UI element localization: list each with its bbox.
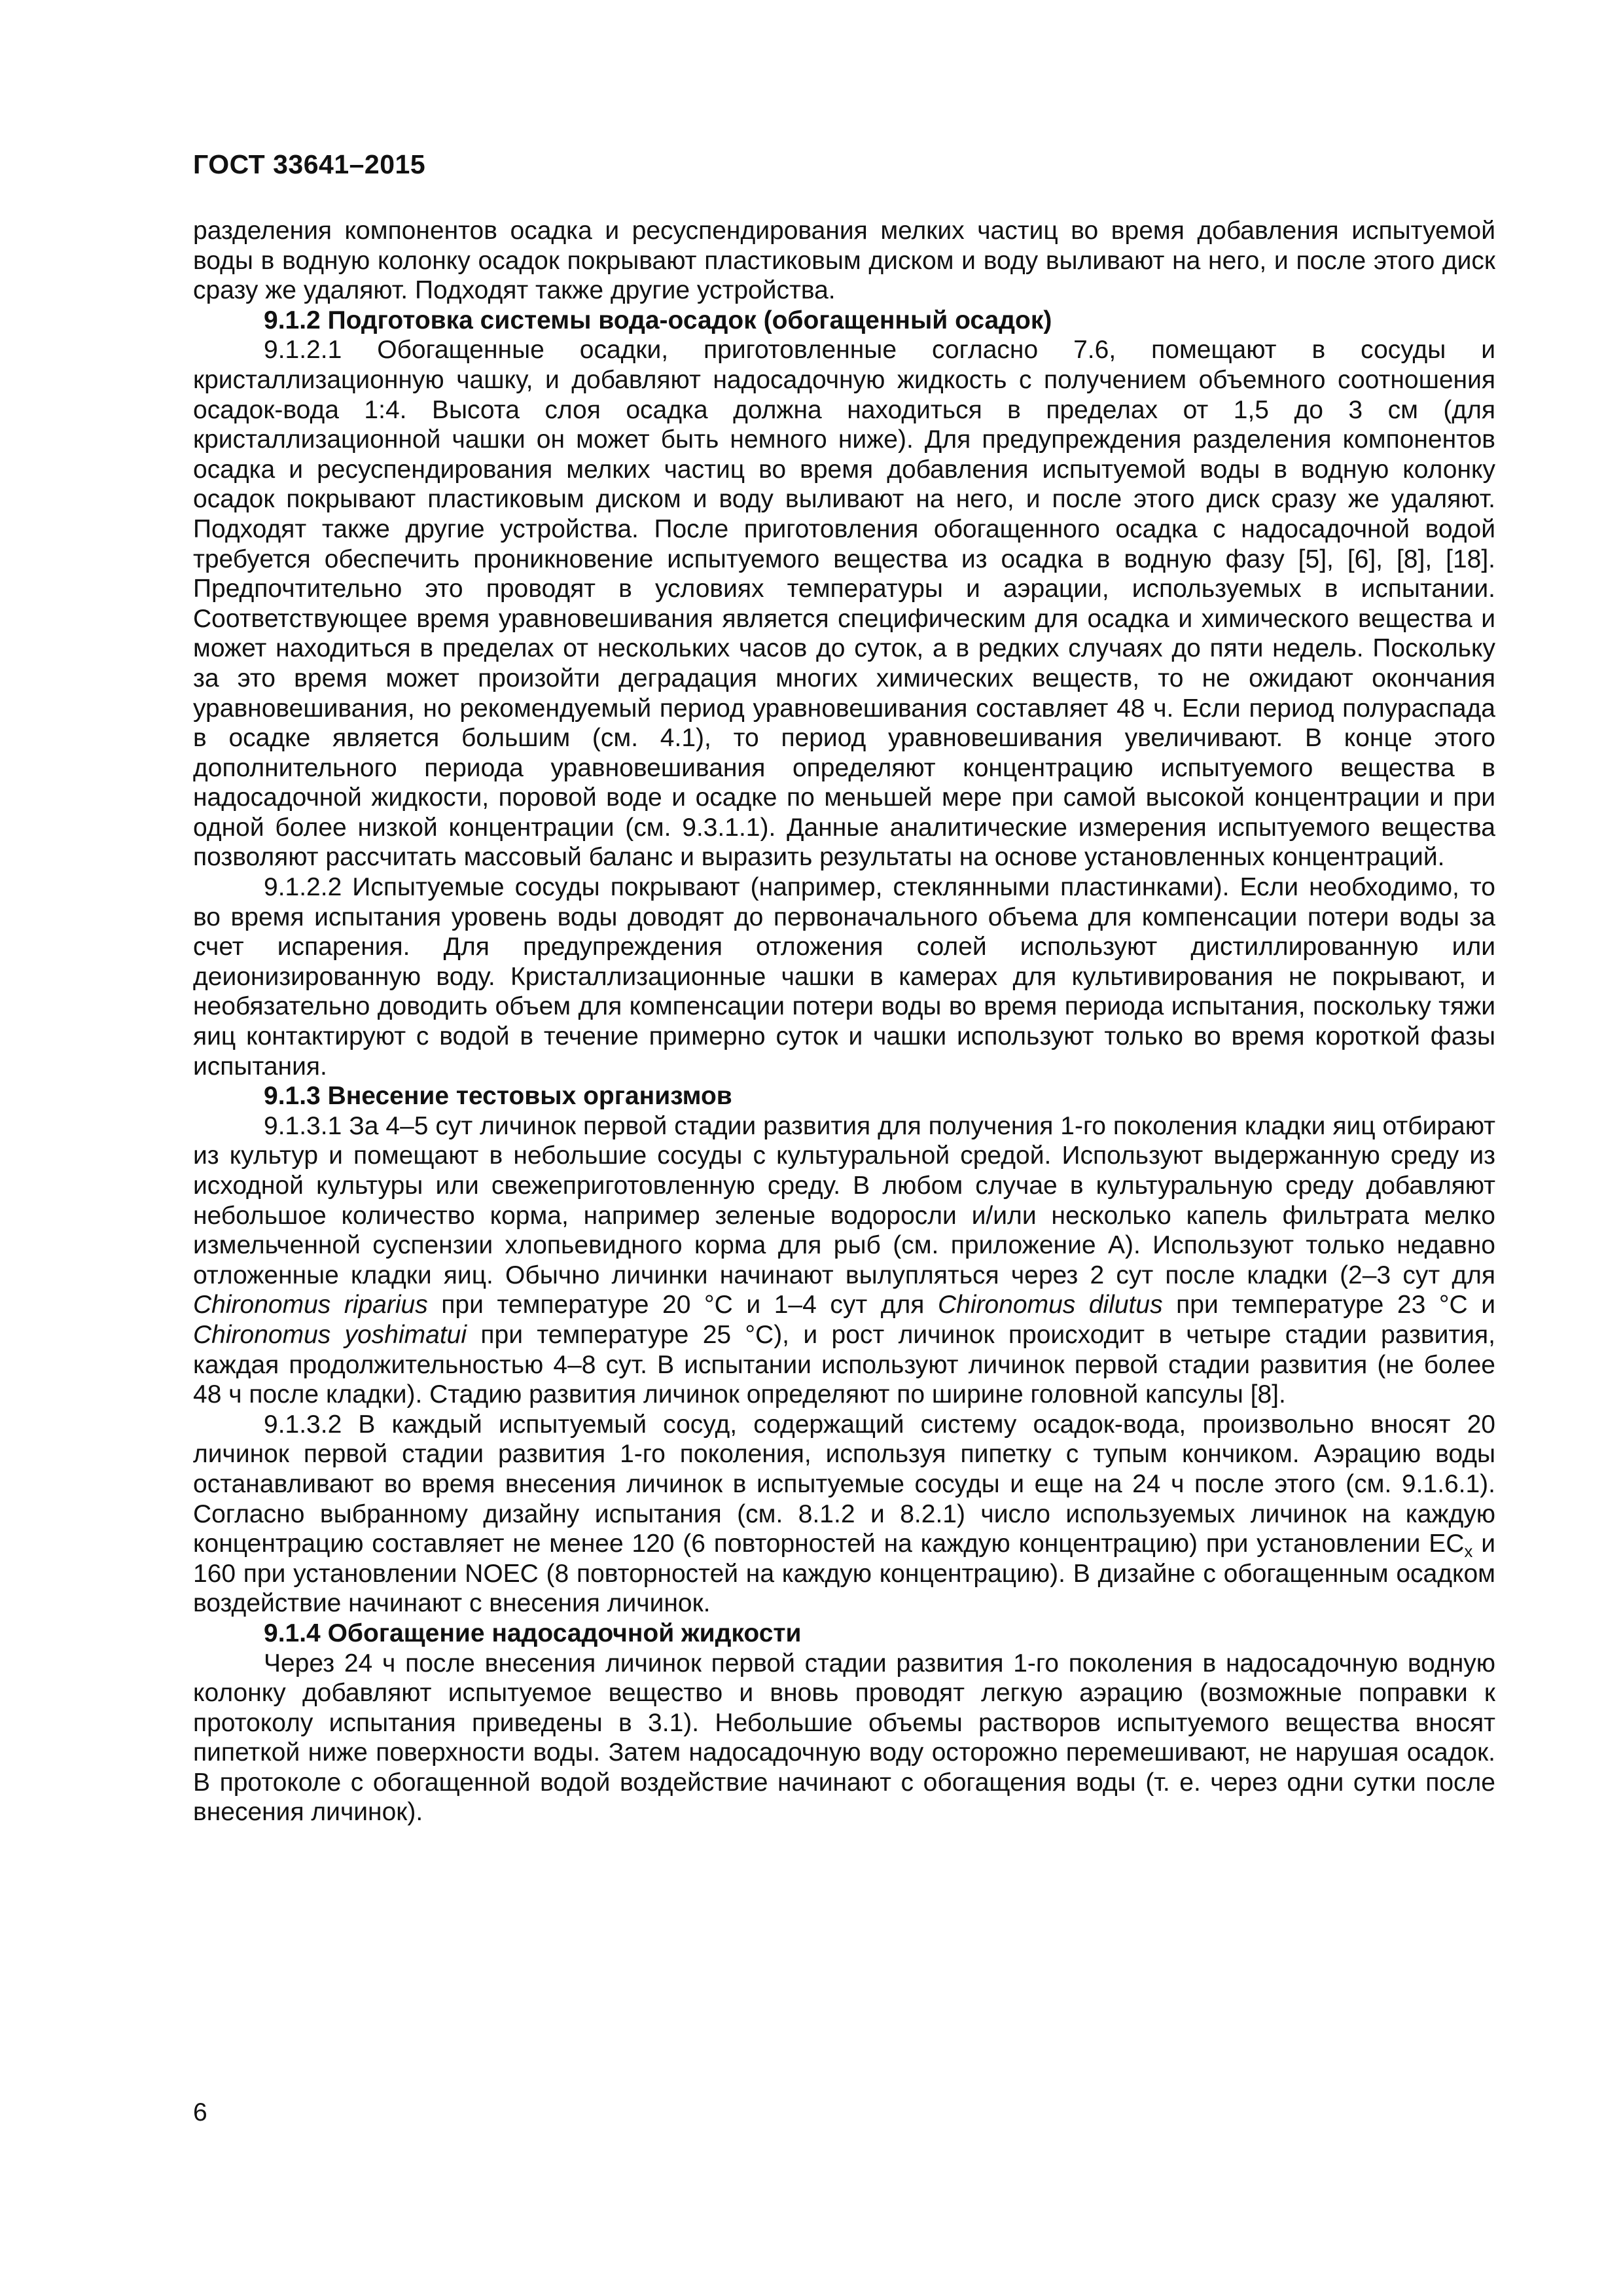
paragraph-9-1-2-2: 9.1.2.2 Испытуемые сосуды покрывают (например, стеклянными пластинками). Если необходимо, то во время испытания уровень воды доводят до первоначального объема для компенсации потери воды за счет испарения. Для предупреждения отложения солей используют дистиллированную или деионизированную воду. Кристаллизационные чашки в камерах для культивирования не покрывают, и необязательно доводить объем для компенсации потери воды во время периода испытания, поскольку тяжи яиц контактируют с водой в течение примерно суток и чашки используют только во время короткой фазы испытания. bbox=[193, 873, 1495, 1081]
text-run: 9.1.3.1 За 4–5 сут личинок первой стадии развития для получения 1-го поколения кладки яиц отбирают из культур и помещают в небольшие сосуды с культуральной средой. Используют выдержанную среду из исходной культуры или свежеприготовленную среду. В любом случае в культуральную среду добавляют небольшое количество корма, например зеленые водоросли и/или несколько капель фильтрата мелко измельченной суспензии хлопьевидного корма для рыб (см. приложение А). Используют только недавно отложенные кладки яиц. Обычно личинки начинают вылупляться через 2 сут после кладки (2–3 сут для bbox=[193, 1111, 1495, 1289]
species-name: Chironomus yoshimatui bbox=[193, 1320, 467, 1349]
page-number: 6 bbox=[193, 2098, 207, 2126]
paragraph-9-1-3-2 bbox=[193, 1410, 1495, 1619]
ec-symbol: EC bbox=[1429, 1530, 1465, 1558]
text-run: при температуре 20 °C и 1–4 сут для bbox=[441, 1291, 925, 1319]
species-name: Chironomus riparius bbox=[193, 1291, 428, 1319]
text-run: при температуре 23 °C и bbox=[1176, 1291, 1495, 1319]
paragraph-9-1-3-1 bbox=[193, 1111, 1495, 1410]
section-heading-9-1-4: 9.1.4 Обогащение надосадочной жидкости bbox=[264, 1619, 802, 1647]
ec-subscript: x bbox=[1464, 1541, 1473, 1562]
document-body bbox=[193, 216, 1495, 1827]
document-header: ГОСТ 33641–2015 bbox=[193, 149, 426, 179]
paragraph-9-1-2-1: 9.1.2.1 Обогащенные осадки, приготовленные согласно 7.6, помещают в сосуды и кристаллизационную чашку, и добавляют надосадочную жидкость с получением объемного соотношения осадок-вода 1:4. Высота слоя осадка должна находиться в пределах от 1,5 до 3 см (для кристаллизационной чашки он может быть немного ниже). Для предупреждения разделения компонентов осадка и ресуспендирования мелких частиц во время добавления испытуемой воды в водную колонку осадок покрывают пластиковым диском и воду выливают на него, и после этого диск сразу же удаляют. Подходят также другие устройства. После приготовления обогащенного осадка с надосадочной водой требуется обеспечить проникновение испытуемого вещества из осадка в водную фазу [5], [6], [8], [18]. Предпочтительно это проводят в условиях температуры и аэрации, используемых в испытании. Соответствующее время уравновешивания является специфическим для осадка и химического вещества и может находиться в пределах от нескольких часов до суток, а в редких случаях до пяти недель. Поскольку за это время может произойти деградация многих химических веществ, то не ожидают окончания уравновешивания, но рекомендуемый период уравновешивания составляет 48 ч. Если период полураспада в осадке является большим (см. 4.1), то период уравновешивания увеличивают. В конце этого дополнительного периода уравновешивания определяют концентрацию испытуемого вещества в надосадочной жидкости, поровой воде и осадке по меньшей мере при самой высокой концентрации и при одной более низкой концентрации (см. 9.3.1.1). Данные аналитические измерения испытуемого вещества позволяют рассчитать массовый баланс и выразить результаты на основе установленных концентраций. bbox=[193, 336, 1495, 872]
text-run: 9.1.3.2 В каждый испытуемый сосуд, содержащий систему осадок-вода, произвольно вносят 20 личинок первой стадии развития 1-го поколения, используя пипетку с тупым кончиком. Аэрацию воды останавливают во время внесения личинок в испытуемые сосуды и еще на 24 ч после этого (см. 9.1.6.1). Согласно выбранному дизайну испытания (см. 8.1.2 и 8.2.1) число используемых личинок на каждую концентрацию составляет не менее 120 (6 повторностей на каждую концентрацию) при установлении bbox=[193, 1410, 1495, 1558]
paragraph-9-1-4: Через 24 ч после внесения личинок первой стадии развития 1-го поколения в надосадочную водную колонку добавляют испытуемое вещество и вновь проводят легкую аэрацию (возможные поправки к протоколу испытания приведены в 3.1). Небольшие объемы растворов испытуемого вещества вносят пипеткой ниже поверхности воды. Затем надосадочную воду осторожно перемешивают, не нарушая осадок. В протоколе с обогащенной водой воздействие начинают с обогащения воды (т. е. через одни сутки после внесения личинок). bbox=[193, 1649, 1495, 1827]
text-run: при температуре 25 °C), и рост личинок происходит в четыре стадии развития, каждая продолжительностью 4–8 сут. В испытании используют личинок первой стадии развития (не более 48 ч после кладки). Стадию развития личинок определяют по ширине головной капсулы [8]. bbox=[193, 1320, 1495, 1409]
paragraph-continuation: разделения компонентов осадка и ресуспендирования мелких частиц во время добавления испытуемой воды в водную колонку осадок покрывают пластиковым диском и воду выливают на него, и после этого диск сразу же удаляют. Подходят также другие устройства. bbox=[193, 217, 1495, 305]
section-heading-9-1-3: 9.1.3 Внесение тестовых организмов bbox=[264, 1082, 732, 1111]
species-name: Chironomus dilutus bbox=[938, 1291, 1163, 1319]
text-run: и 160 при установлении NOEC (8 повторностей на каждую концентрацию). В дизайне с обогащенным осадком воздействие начинают с внесения личинок. bbox=[193, 1530, 1495, 1618]
section-heading-9-1-2: 9.1.2 Подготовка системы вода-осадок (обогащенный осадок) bbox=[264, 306, 1052, 334]
